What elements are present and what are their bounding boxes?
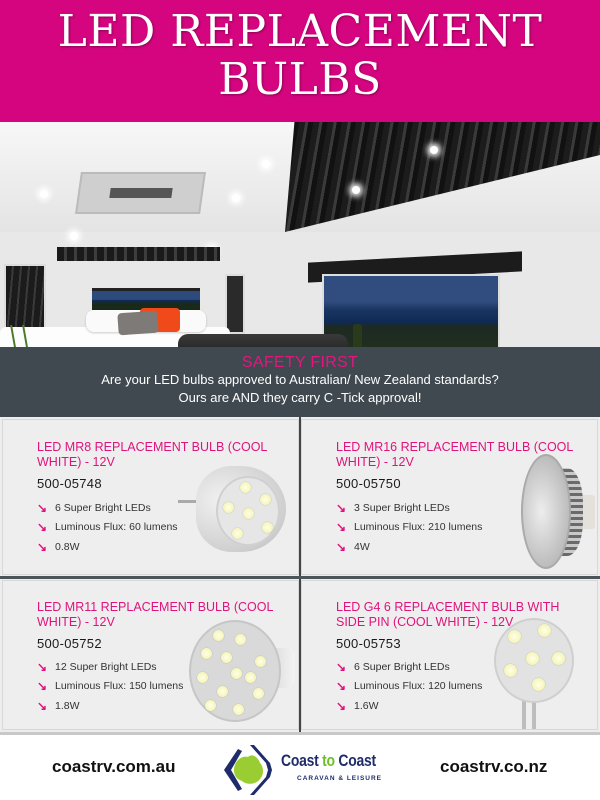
feature-list — [336, 498, 482, 557]
website-link-au[interactable]: coastrv.com.au — [52, 757, 176, 776]
feature-list — [336, 657, 482, 716]
arrow-down-right-icon: ↘ — [37, 539, 48, 554]
page-title-line-2: BULBS — [218, 54, 382, 105]
feature-item: ↘ 1.6W — [336, 698, 379, 713]
downlight — [40, 190, 48, 198]
g4-bulb-image — [492, 616, 577, 730]
arrow-down-right-icon: ↘ — [37, 659, 48, 674]
arrow-down-right-icon: ↘ — [37, 520, 48, 535]
safety-banner — [0, 347, 600, 417]
hero-image — [0, 122, 600, 352]
divider — [0, 576, 600, 579]
page-header — [0, 0, 600, 124]
downlight — [430, 146, 438, 154]
coast-to-coast-logo — [220, 743, 390, 797]
bedroom-window — [92, 288, 200, 310]
bedroom-cabinets — [57, 247, 220, 261]
feature-item: ↘ 4W — [336, 539, 370, 554]
product-title: LED MR8 REPLACEMENT BULB (COOL WHITE) - 12V — [37, 440, 267, 469]
feature-item: ↘ Luminous Flux: 120 lumens — [336, 679, 483, 694]
page-title-line-1: LED REPLACEMENT — [57, 6, 543, 57]
downlight — [352, 186, 360, 194]
feature-list — [37, 657, 183, 716]
arrow-down-right-icon: ↘ — [336, 500, 347, 515]
feature-item: ↘ Luminous Flux: 60 lumens — [37, 520, 178, 535]
feature-item: ↘ 0.8W — [37, 539, 80, 554]
product-title: LED MR11 REPLACEMENT BULB (COOL WHITE) - 12V — [37, 600, 273, 629]
roof-hatch — [75, 172, 206, 214]
product-card-mr11 — [2, 580, 299, 730]
feature-list — [37, 498, 178, 557]
downlight — [70, 232, 78, 240]
feature-item: ↘ 12 Super Bright LEDs — [37, 659, 157, 674]
safety-statement: Ours are AND they carry C -Tick approval! — [178, 390, 422, 405]
product-sku: 500-05752 — [37, 636, 102, 651]
product-title: LED MR16 REPLACEMENT BULB (COOL WHITE) - 12V — [336, 440, 573, 469]
arrow-down-right-icon: ↘ — [336, 679, 347, 694]
product-card-mr8 — [2, 419, 299, 575]
product-grid — [0, 417, 600, 732]
arrow-down-right-icon: ↘ — [37, 500, 48, 515]
wardrobe-door — [225, 274, 245, 334]
arrow-down-right-icon: ↘ — [336, 539, 347, 554]
product-title: LED G4 6 REPLACEMENT BULB WITH SIDE PIN (COOL WHITE) - 12V — [336, 600, 560, 629]
safety-question: Are your LED bulbs approved to Australian/ New Zealand standards? — [101, 372, 499, 387]
logo-tagline: CARAVAN & LEISURE — [297, 775, 383, 782]
feature-item: ↘ Luminous Flux: 210 lumens — [336, 520, 483, 535]
product-card-mr16 — [301, 419, 598, 575]
arrow-down-right-icon: ↘ — [37, 698, 48, 713]
downlight — [232, 194, 240, 202]
website-link-nz[interactable]: coastrv.co.nz — [440, 757, 548, 776]
product-sku: 500-05753 — [336, 636, 401, 651]
product-sku: 500-05750 — [336, 476, 401, 491]
australia-map-icon — [220, 743, 272, 797]
arrow-down-right-icon: ↘ — [37, 679, 48, 694]
feature-item: ↘ 3 Super Bright LEDs — [336, 500, 450, 515]
grey-cushion — [117, 311, 158, 336]
logo-brand-text: Coast to Coast — [281, 751, 376, 770]
arrow-down-right-icon: ↘ — [336, 659, 347, 674]
mr11-bulb-image — [183, 616, 298, 726]
feature-item: ↘ 1.8W — [37, 698, 80, 713]
downlight — [262, 160, 270, 168]
feature-item: ↘ 6 Super Bright LEDs — [37, 500, 151, 515]
safety-title: SAFETY FIRST — [241, 354, 359, 371]
feature-item: ↘ 6 Super Bright LEDs — [336, 659, 450, 674]
product-card-g4 — [301, 580, 598, 730]
footer — [0, 735, 600, 800]
arrow-down-right-icon: ↘ — [336, 698, 347, 713]
lounge-window — [322, 274, 500, 352]
feature-item: ↘ Luminous Flux: 150 lumens — [37, 679, 184, 694]
product-sku: 500-05748 — [37, 476, 102, 491]
mr8-bulb-image — [178, 460, 288, 555]
arrow-down-right-icon: ↘ — [336, 520, 347, 535]
